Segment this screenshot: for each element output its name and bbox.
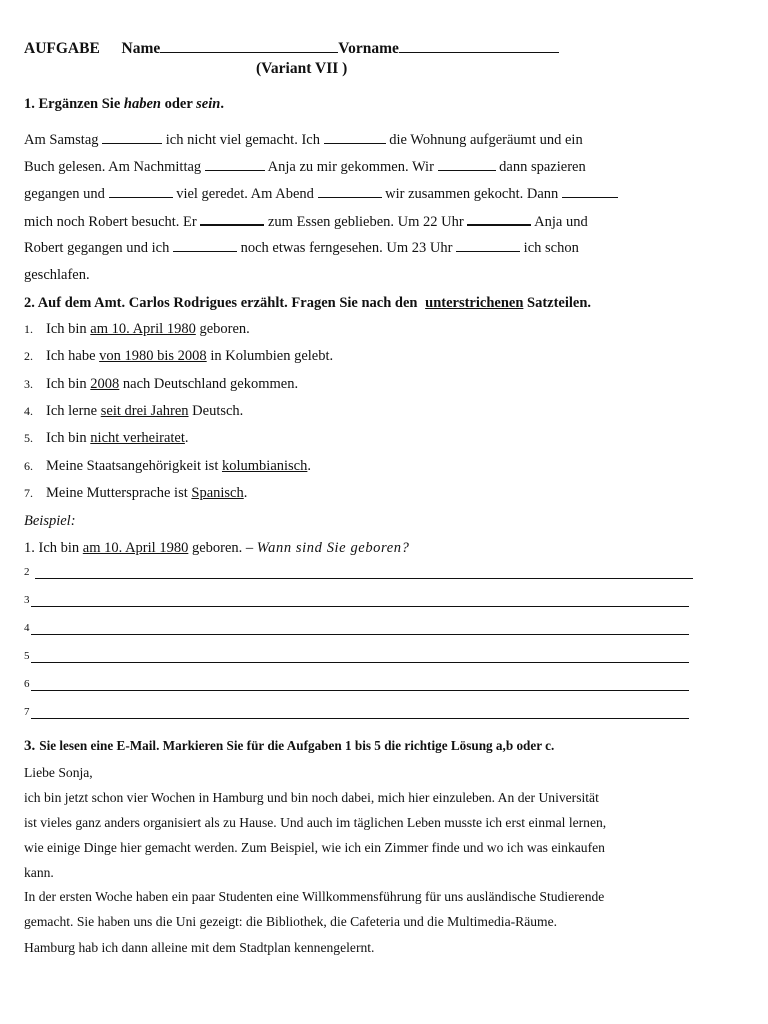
- cloze-text: Am Samstag: [24, 132, 99, 148]
- vorname-label: Vorname: [338, 40, 399, 57]
- cloze-text: Robert gegangen und ich: [24, 240, 170, 256]
- item-text: .: [184, 430, 189, 446]
- item-underlined: seit drei Jahren: [100, 403, 189, 419]
- email-line: In der ersten Woche haben ein paar Studenten eine Willkommensführung für uns ausländische Studierende: [24, 889, 605, 904]
- task1-line-2: [24, 159, 586, 176]
- task1-line-4: [24, 213, 588, 231]
- task3-heading: [24, 737, 554, 755]
- answer-line[interactable]: [35, 578, 693, 579]
- answer-line[interactable]: [31, 634, 689, 635]
- answer-number: 7: [24, 706, 30, 718]
- email-line: kann.: [24, 865, 54, 880]
- answer-line[interactable]: [31, 718, 689, 719]
- list-item: [24, 430, 189, 447]
- example-underlined: am 10. April 1980: [82, 540, 189, 556]
- list-item: [24, 376, 298, 393]
- answer-number: 3: [24, 594, 30, 606]
- cloze-blank[interactable]: [438, 159, 496, 171]
- cloze-text: wir zusammen gekocht. Dann: [385, 186, 559, 202]
- header-line: [24, 40, 559, 58]
- cloze-blank[interactable]: [109, 186, 173, 198]
- name-label: Name: [121, 40, 161, 57]
- task1-word-haben: haben: [123, 96, 161, 112]
- cloze-text: mich noch Robert besucht. Er: [24, 214, 197, 230]
- email-line: ist vieles ganz anders organisiert als zu Hause. Und auch im täglichen Leben musste ich erst einmal lernen,: [24, 815, 607, 830]
- item-text: geboren.: [199, 321, 250, 337]
- cloze-text: dann spazieren: [499, 159, 586, 175]
- aufgabe-label: AUFGABE: [24, 40, 100, 57]
- task3-heading-text: Sie lesen eine E-Mail. Markieren Sie für die Aufgaben 1 bis 5 die richtige Lösung a,b oder c.: [39, 738, 555, 753]
- variant-label: (Variant VII ): [256, 60, 348, 77]
- item-underlined: am 10. April 1980: [90, 321, 196, 337]
- item-number: 7.: [24, 486, 33, 500]
- cloze-text: die Wohnung aufgeräumt und ein: [389, 132, 583, 148]
- cloze-text: Anja und: [534, 214, 588, 230]
- cloze-text: Anja zu mir gekommen. Wir: [267, 159, 434, 175]
- item-underlined: von 1980 bis 2008: [99, 348, 207, 364]
- item-text: Ich lerne: [46, 403, 98, 419]
- list-item: [24, 485, 247, 502]
- item-number: 4.: [24, 404, 33, 418]
- item-number: 1.: [24, 322, 33, 336]
- item-number: 6.: [24, 459, 33, 473]
- task1-word-oder: oder: [164, 96, 193, 112]
- cloze-blank[interactable]: [173, 240, 237, 252]
- item-number: 5.: [24, 431, 33, 445]
- item-underlined: 2008: [90, 376, 120, 392]
- email-line: ich bin jetzt schon vier Wochen in Hamburg und bin noch dabei, mich hier einzuleben. An der Universität: [24, 790, 599, 805]
- task2-heading-underlined: unterstrichenen: [425, 295, 524, 311]
- answer-number: 6: [24, 678, 30, 690]
- cloze-text: Buch gelesen. Am Nachmittag: [24, 159, 202, 175]
- task1-line-6: [24, 267, 90, 284]
- answer-number: 2: [24, 566, 30, 578]
- cloze-text: geschlafen.: [24, 267, 90, 283]
- item-text: .: [243, 485, 248, 501]
- cloze-text: gegangen und: [24, 186, 105, 202]
- example-text: geboren. –: [191, 540, 254, 556]
- answer-number: 4: [24, 622, 30, 634]
- task1-heading: [24, 96, 224, 113]
- task1-word-sein: sein: [196, 96, 221, 112]
- cloze-text: noch etwas ferngesehen. Um 23 Uhr: [240, 240, 453, 256]
- cloze-blank[interactable]: [456, 240, 520, 252]
- cloze-blank[interactable]: [102, 132, 162, 144]
- task2-heading: [24, 295, 591, 312]
- email-line: gemacht. Sie haben uns die Uni gezeigt: die Bibliothek, die Cafeteria und die Multimedia-Räume.: [24, 914, 558, 929]
- item-number: 2.: [24, 349, 33, 363]
- item-number: 3.: [24, 377, 33, 391]
- item-text: Meine Staatsangehörigkeit ist: [46, 458, 219, 474]
- item-text: Ich bin: [46, 321, 87, 337]
- task1-line-1: [24, 132, 583, 149]
- beispiel-label: Beispiel:: [24, 513, 76, 529]
- name-field[interactable]: [160, 40, 338, 53]
- item-text: Meine Muttersprache ist: [46, 485, 188, 501]
- email-line: Hamburg hab ich dann alleine mit dem Stadtplan kennengelernt.: [24, 940, 375, 955]
- task1-line-5: [24, 240, 579, 257]
- answer-line[interactable]: [31, 606, 689, 607]
- cloze-blank[interactable]: [318, 186, 382, 198]
- item-underlined: kolumbianisch: [221, 458, 308, 474]
- item-text: Ich bin: [46, 376, 87, 392]
- item-text: .: [307, 458, 311, 474]
- list-item: [24, 403, 243, 420]
- answer-line[interactable]: [31, 662, 689, 663]
- cloze-text: viel geredet. Am Abend: [176, 186, 314, 202]
- list-item: [24, 348, 333, 365]
- task1-line-3: [24, 186, 618, 203]
- cloze-text: zum Essen geblieben. Um 22 Uhr: [268, 214, 464, 230]
- list-item: [24, 321, 250, 338]
- item-text: Deutsch.: [192, 403, 244, 419]
- cloze-text: ich schon: [523, 240, 579, 256]
- cloze-text: ich nicht viel gemacht. Ich: [165, 132, 320, 148]
- item-text: nach Deutschland gekommen.: [122, 376, 299, 392]
- cloze-blank[interactable]: [467, 213, 531, 226]
- example-answer: Wann sind Sie geboren?: [256, 540, 410, 556]
- item-text: Ich bin: [46, 430, 87, 446]
- item-text: in Kolumbien gelebt.: [210, 348, 334, 364]
- cloze-blank[interactable]: [200, 213, 264, 226]
- task2-heading-text: 2. Auf dem Amt. Carlos Rodrigues erzählt. Fragen Sie nach den: [24, 295, 418, 311]
- task1-heading-text: 1. Ergänzen Sie: [24, 96, 121, 112]
- email-greeting: Liebe Sonja,: [24, 765, 93, 780]
- answer-number: 5: [24, 650, 30, 662]
- item-underlined: Spanisch: [191, 485, 244, 501]
- example-text: 1. Ich bin: [24, 540, 80, 556]
- cloze-blank[interactable]: [205, 159, 265, 171]
- email-line: wie einige Dinge hier gemacht werden. Zum Beispiel, wie ich ein Zimmer finde und wo ich was einkaufen: [24, 840, 605, 855]
- example-sentence: [24, 540, 409, 557]
- task1-heading-end: .: [220, 96, 224, 112]
- item-text: Ich habe: [46, 348, 96, 364]
- vorname-field[interactable]: [399, 40, 559, 53]
- item-underlined: nicht verheiratet: [90, 430, 185, 446]
- task2-heading-end: Satzteilen.: [527, 295, 592, 311]
- task3-heading-number: 3.: [24, 738, 36, 754]
- cloze-blank[interactable]: [324, 132, 386, 144]
- cloze-blank[interactable]: [562, 186, 618, 198]
- list-item: [24, 458, 311, 475]
- answer-line[interactable]: [31, 690, 689, 691]
